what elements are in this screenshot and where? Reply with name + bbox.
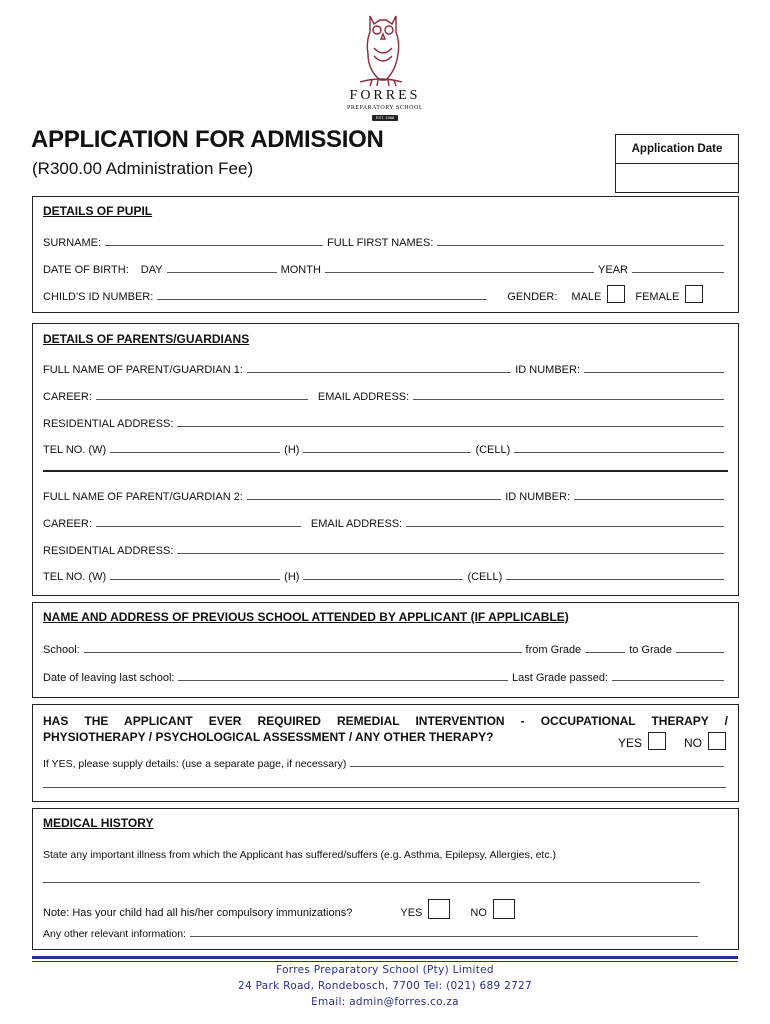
footer-address: 24 Park Road, Rondebosch, 7700 Tel: (021) 689 2727	[237, 980, 533, 992]
guardian2-address-row	[43, 541, 728, 557]
to-grade-label: to Grade	[629, 644, 672, 656]
therapy-details-field-2[interactable]	[43, 786, 726, 788]
last-grade-label: Last Grade passed:	[511, 672, 608, 684]
immunization-no-label: NO	[470, 907, 487, 919]
footer-rule	[32, 956, 738, 959]
dob-year-field[interactable]	[632, 271, 724, 273]
medical-section	[32, 808, 739, 950]
guardian2-name-field[interactable]	[247, 498, 501, 500]
footer-email: Email: admin@forres.co.za	[311, 996, 459, 1008]
guardian2-tel-h-field[interactable]	[303, 578, 463, 580]
guardian2-name-label: FULL NAME OF PARENT/GUARDIAN 2:	[43, 491, 243, 503]
therapy-question-line1: HAS THE APPLICANT EVER REQUIRED REMEDIAL INTERVENTION - OCCUPATIONAL THERAPY /	[43, 714, 728, 728]
therapy-details-label: If YES, please supply details: (use a separate page, if necessary)	[43, 758, 347, 770]
therapy-question-line2: PHYSIOTHERAPY / PSYCHOLOGICAL ASSESSMENT / ANY OTHER THERAPY?	[43, 730, 494, 744]
gender-male-label: MALE	[571, 291, 602, 303]
gender-female-label: FEMALE	[635, 291, 680, 303]
therapy-details-field[interactable]	[350, 765, 724, 767]
owl-icon	[330, 8, 440, 88]
application-date-label: Application Date	[616, 135, 738, 164]
guardian2-tel-cell-field[interactable]	[506, 578, 724, 580]
dob-year-label: YEAR	[598, 264, 628, 276]
first-names-field[interactable]	[437, 244, 724, 246]
guardian1-tel-cell-label: (CELL)	[475, 444, 511, 456]
dob-row	[43, 260, 728, 276]
id-gender-row	[43, 287, 728, 303]
to-grade-field[interactable]	[676, 651, 724, 653]
surname-row	[43, 233, 728, 249]
page-subtitle: (R300.00 Administration Fee)	[32, 159, 254, 178]
guardian2-email-label: EMAIL ADDRESS:	[310, 518, 403, 530]
therapy-yes-label: YES	[617, 736, 642, 750]
guardian1-tel-w-field[interactable]	[110, 451, 280, 453]
illness-field[interactable]	[43, 881, 700, 883]
guardian1-address-field[interactable]	[177, 425, 724, 427]
from-grade-label: from Grade	[525, 644, 582, 656]
school-row	[43, 640, 728, 656]
guardian1-tel-cell-field[interactable]	[514, 451, 724, 453]
guardian2-id-label: ID NUMBER:	[505, 491, 570, 503]
guardian2-career-row	[43, 514, 728, 530]
previous-school-section	[32, 602, 739, 698]
guardian1-name-field[interactable]	[247, 371, 511, 373]
logo-badge: EST. 1988	[372, 115, 398, 121]
dob-month-label: MONTH	[280, 264, 321, 276]
other-info-field[interactable]	[190, 935, 698, 937]
immunization-label: Note: Has your child had all his/her compulsory immunizations?	[43, 907, 353, 919]
therapy-yes-checkbox[interactable]	[648, 732, 666, 750]
immunization-row	[43, 899, 728, 919]
illness-row	[43, 845, 728, 861]
guardian1-name-label: FULL NAME OF PARENT/GUARDIAN 1:	[43, 364, 243, 376]
guardian1-career-row	[43, 387, 728, 403]
dob-label: DATE OF BIRTH:	[43, 264, 129, 276]
gender-male-checkbox[interactable]	[607, 285, 625, 303]
therapy-no-label: NO	[684, 736, 702, 750]
guardian1-email-field[interactable]	[413, 398, 724, 400]
first-names-label: FULL FIRST NAMES:	[327, 237, 434, 249]
guardian1-address-row	[43, 414, 728, 430]
gender-label: GENDER:	[507, 291, 558, 303]
school-logo	[330, 8, 440, 123]
guardian1-career-label: CAREER:	[43, 391, 92, 403]
therapy-details-row	[43, 754, 728, 770]
parents-section	[32, 323, 739, 596]
date-leaving-field[interactable]	[178, 679, 508, 681]
pupil-section-title: DETAILS OF PUPIL	[43, 204, 153, 218]
guardian2-career-field[interactable]	[96, 525, 301, 527]
date-leaving-label: Date of leaving last school:	[43, 672, 175, 684]
guardian1-email-label: EMAIL ADDRESS:	[317, 391, 410, 403]
gender-female-checkbox[interactable]	[685, 285, 703, 303]
guardian2-tel-w-label: TEL NO. (W)	[43, 571, 107, 583]
previous-school-title: NAME AND ADDRESS OF PREVIOUS SCHOOL ATTENDED BY APPLICANT (IF APPLICABLE)	[43, 610, 569, 624]
guardian2-email-field[interactable]	[406, 525, 724, 527]
other-info-row	[43, 924, 702, 940]
school-field[interactable]	[84, 651, 522, 653]
guardian2-address-label: RESIDENTIAL ADDRESS:	[43, 545, 174, 557]
dob-month-field[interactable]	[325, 271, 594, 273]
guardian1-tel-w-label: TEL NO. (W)	[43, 444, 107, 456]
guardian2-address-field[interactable]	[177, 552, 724, 554]
last-grade-field[interactable]	[612, 679, 724, 681]
child-id-field[interactable]	[157, 298, 487, 300]
logo-subtitle: PREPARATORY SCHOOL	[347, 105, 423, 111]
immunization-yes-label: YES	[400, 907, 423, 919]
therapy-question-row	[43, 730, 728, 750]
from-grade-field[interactable]	[585, 651, 625, 653]
school-label: School:	[43, 644, 80, 656]
other-info-label: Any other relevant information:	[43, 928, 186, 940]
pupil-section	[32, 196, 739, 313]
guardian2-id-field[interactable]	[574, 498, 724, 500]
surname-label: SURNAME:	[43, 237, 102, 249]
immunization-no-checkbox[interactable]	[493, 899, 515, 919]
leaving-row	[43, 668, 728, 684]
logo-name: FORRES	[349, 88, 421, 103]
guardian1-name-row	[43, 360, 728, 376]
guardian1-id-field[interactable]	[584, 371, 724, 373]
child-id-label: CHILD'S ID NUMBER:	[43, 291, 154, 303]
guardian1-id-label: ID NUMBER:	[515, 364, 580, 376]
guardian2-name-row	[43, 487, 728, 503]
guardian1-tel-h-label: (H)	[284, 444, 300, 456]
guardian2-tel-row	[43, 567, 728, 583]
guardian1-tel-h-field[interactable]	[303, 451, 471, 453]
parents-section-title: DETAILS OF PARENTS/GUARDIANS	[43, 332, 250, 346]
application-date-box[interactable]	[615, 134, 739, 193]
guardian2-tel-w-field[interactable]	[110, 578, 280, 580]
guardian2-tel-h-label: (H)	[284, 571, 300, 583]
page-title: APPLICATION FOR ADMISSION	[31, 126, 384, 153]
illness-label: State any important illness from which the Applicant has suffered/suffers (e.g. Asthma, Epilepsy, Allergies, etc.)	[43, 849, 557, 861]
dob-day-field[interactable]	[167, 271, 277, 273]
surname-field[interactable]	[105, 244, 323, 246]
therapy-no-checkbox[interactable]	[708, 732, 726, 750]
guardian2-career-label: CAREER:	[43, 518, 92, 530]
guardian1-tel-row	[43, 440, 728, 456]
dob-day-label: DAY	[140, 264, 163, 276]
immunization-yes-checkbox[interactable]	[428, 899, 450, 919]
guardian1-career-field[interactable]	[96, 398, 308, 400]
guardian1-address-label: RESIDENTIAL ADDRESS:	[43, 418, 174, 430]
therapy-section	[32, 704, 739, 802]
guardian-separator	[43, 470, 728, 472]
medical-section-title: MEDICAL HISTORY	[43, 816, 154, 830]
footer-company: Forres Preparatory School (Pty) Limited	[276, 964, 494, 976]
footer-rule-thin	[32, 961, 738, 962]
guardian2-tel-cell-label: (CELL)	[467, 571, 503, 583]
